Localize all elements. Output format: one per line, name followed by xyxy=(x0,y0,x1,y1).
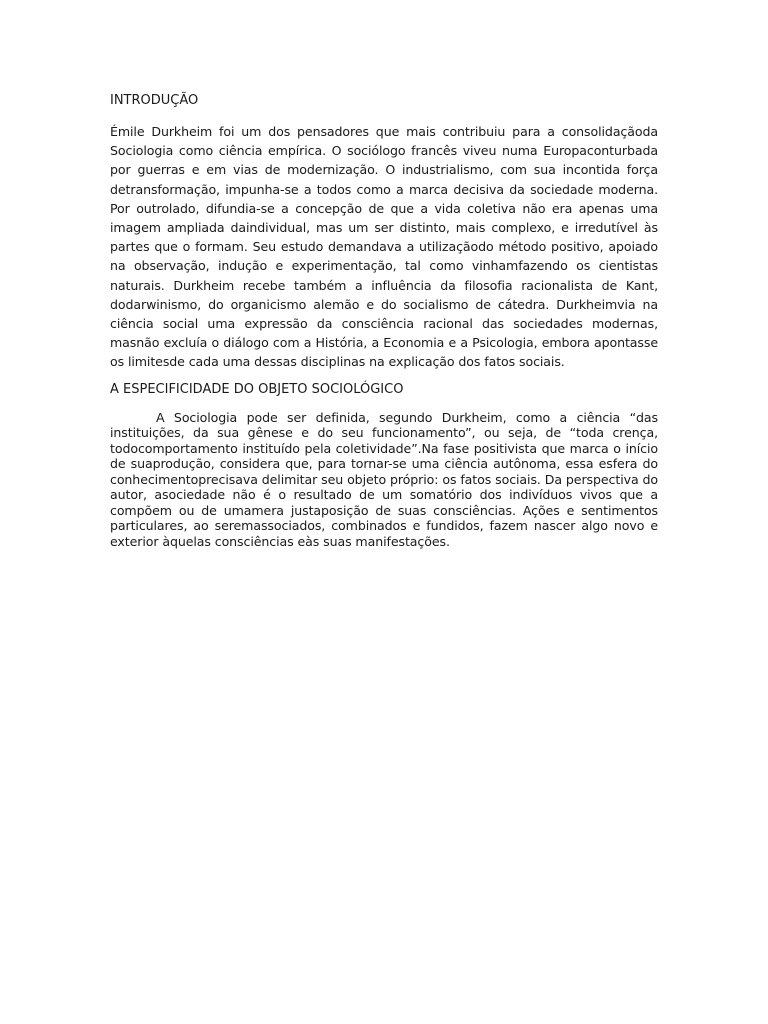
intro-heading: INTRODUÇÃO xyxy=(110,93,199,108)
document-page xyxy=(110,91,658,549)
section-paragraph: A Sociologia pode ser definida, segundo Durkheim, como a ciência “das instituições, da sua gênese e do seu funcionamento”, ou seja, de “toda crença, todocomportamento instituído pela coletividade”.Na fase positivista que marca o início de suaprodução, considera que, para tornar-se uma ciência autônoma, essa esfera do conhecimentoprecisava delimitar seu objeto próprio: os fatos sociais. Da perspectiva do autor, asociedade não é o resultado de um somatório dos indivíduos vivos que a compõem ou de umamera justaposição de suas consciências. Ações e sentimentos particulares, ao seremassociados, combinados e fundidos, fazem nascer algo novo e exterior àquelas consciências eàs suas manifestações. xyxy=(110,409,658,549)
section-heading: A ESPECIFICIDADE DO OBJETO SOCIOLÓGICO xyxy=(110,381,404,397)
intro-paragraph: Émile Durkheim foi um dos pensadores que mais contribuiu para a consolidaçãoda Sociologia como ciência empírica. O sociólogo francês viveu numa Europaconturbada por guerras e em vias de modernização. O industrialismo, com sua incontida força detransformação, impunha-se a todos como a marca decisiva da sociedade moderna. Por outrolado, difundia-se a concepção de que a vida coletiva não era apenas uma imagem ampliada daindividual, mas um ser distinto, mais complexo, e irredutível às partes que o formam. Seu estudo demandava a utilizaçãodo método positivo, apoiado na observação, indução e experimentação, tal como vinhamfazendo os cientistas naturais. Durkheim recebe também a influência da filosofia racionalista de Kant, dodarwinismo, do organicismo alemão e do socialismo de cátedra. Durkheimvia na ciência social uma expressão da consciência racional das sociedades modernas, masnão excluía o diálogo com a História, a Economia e a Psicologia, embora apontasse os limitesde cada uma dessas disciplinas na explicação dos fatos sociais. xyxy=(110,124,658,370)
